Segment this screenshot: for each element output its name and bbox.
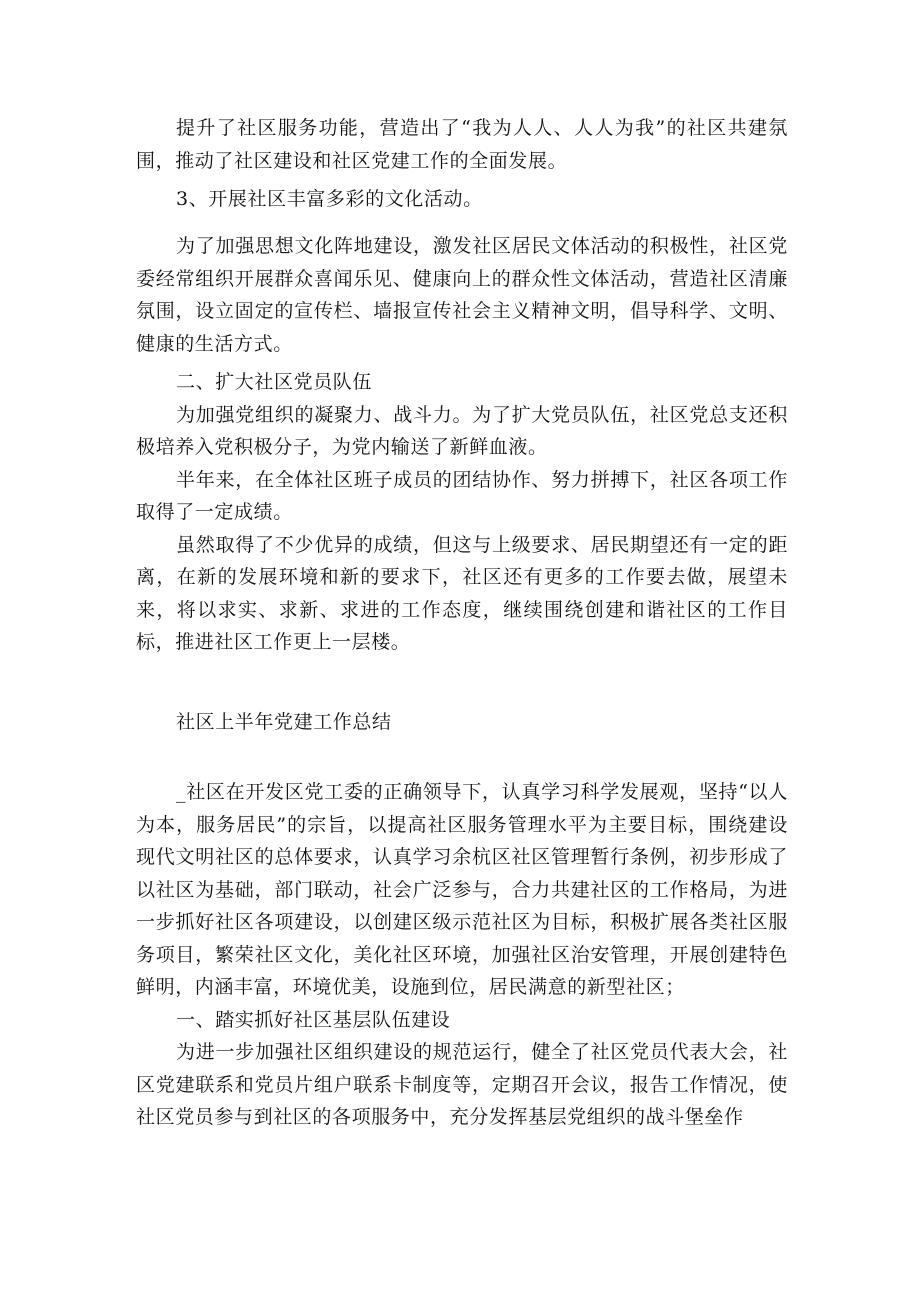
paragraph: 为了加强思想文化阵地建设，激发社区居民文体活动的积极性，社区党委经常组织开展群众喜闻乐见、健康向上的群众性文体活动，营造社区清廉氛围，设立固定的宣传栏、墙报宣传社会主义精神文明，倡导科学、文明、健康的生活方式。 [136,235,788,355]
paragraph-3-block [136,230,788,360]
paragraph: 虽然取得了不少优异的成绩，但这与上级要求、居民期望还有一定的距离，在新的发展环境和新的要求下，社区还有更多的工作要去做，展望未来，将以求实、求新、求进的工作态度，继续围绕创建和谐社区的工作目标，推进社区工作更上一层楼。 [136,533,788,653]
section-heading: 二、扩大社区党员队伍 [176,371,373,393]
paragraph-4-block [136,366,788,659]
paragraph: 半年来，在全体社区班子成员的团结协作、努力拼搏下，社区各项工作取得了一定成绩。 [136,468,788,523]
paragraph: 为加强党组织的凝聚力、战斗力。为了扩大党员队伍，社区党总支还积极培养入党积极分子，为党内输送了新鲜血液。 [136,403,788,458]
section-heading: 一、踏实抓好社区基层队伍建设 [176,1008,451,1031]
paragraph: 提升了社区服务功能，营造出了“我为人人、人人为我”的社区共建氛围，推动了社区建设和社区党建工作的全面发展。 [136,117,788,172]
paragraph: 为进一步加强社区组织建设的规范运行，健全了社区党员代表大会，社区党建联系和党员片组户联系卡制度等，定期召开会议，报告工作情况，使社区党员参与到社区的各项服务中，充分发挥基层党组织的战斗堡垒作 [136,1041,788,1128]
paragraph-9-block [136,776,788,1134]
paragraph-2-block [136,183,788,216]
section-heading: 3、开展社区丰富多彩的文化活动。 [176,188,483,210]
document-title-block [136,706,788,739]
paragraph: _社区在开发区党工委的正确领导下，认真学习科学发展观，坚持“以人为本，服务居民”的宗旨，以提高社区服务管理水平为主要目标，围绕建设现代文明社区的总体要求，认真学习余杭区社区管理暂行条例，初步形成了以社区为基础，部门联动，社会广泛参与，合力共建社区的工作格局，为进一步抓好社区各项建设，以创建区级示范社区为目标，积极扩展各类社区服务项目，繁荣社区文化，美化社区环境，加强社区治安管理，开展创建特色鲜明，内涵丰富，环境优美，设施到位，居民满意的新型社区； [136,781,788,998]
paragraph-1-block [136,112,788,177]
document-title: 社区上半年党建工作总结 [176,711,392,733]
